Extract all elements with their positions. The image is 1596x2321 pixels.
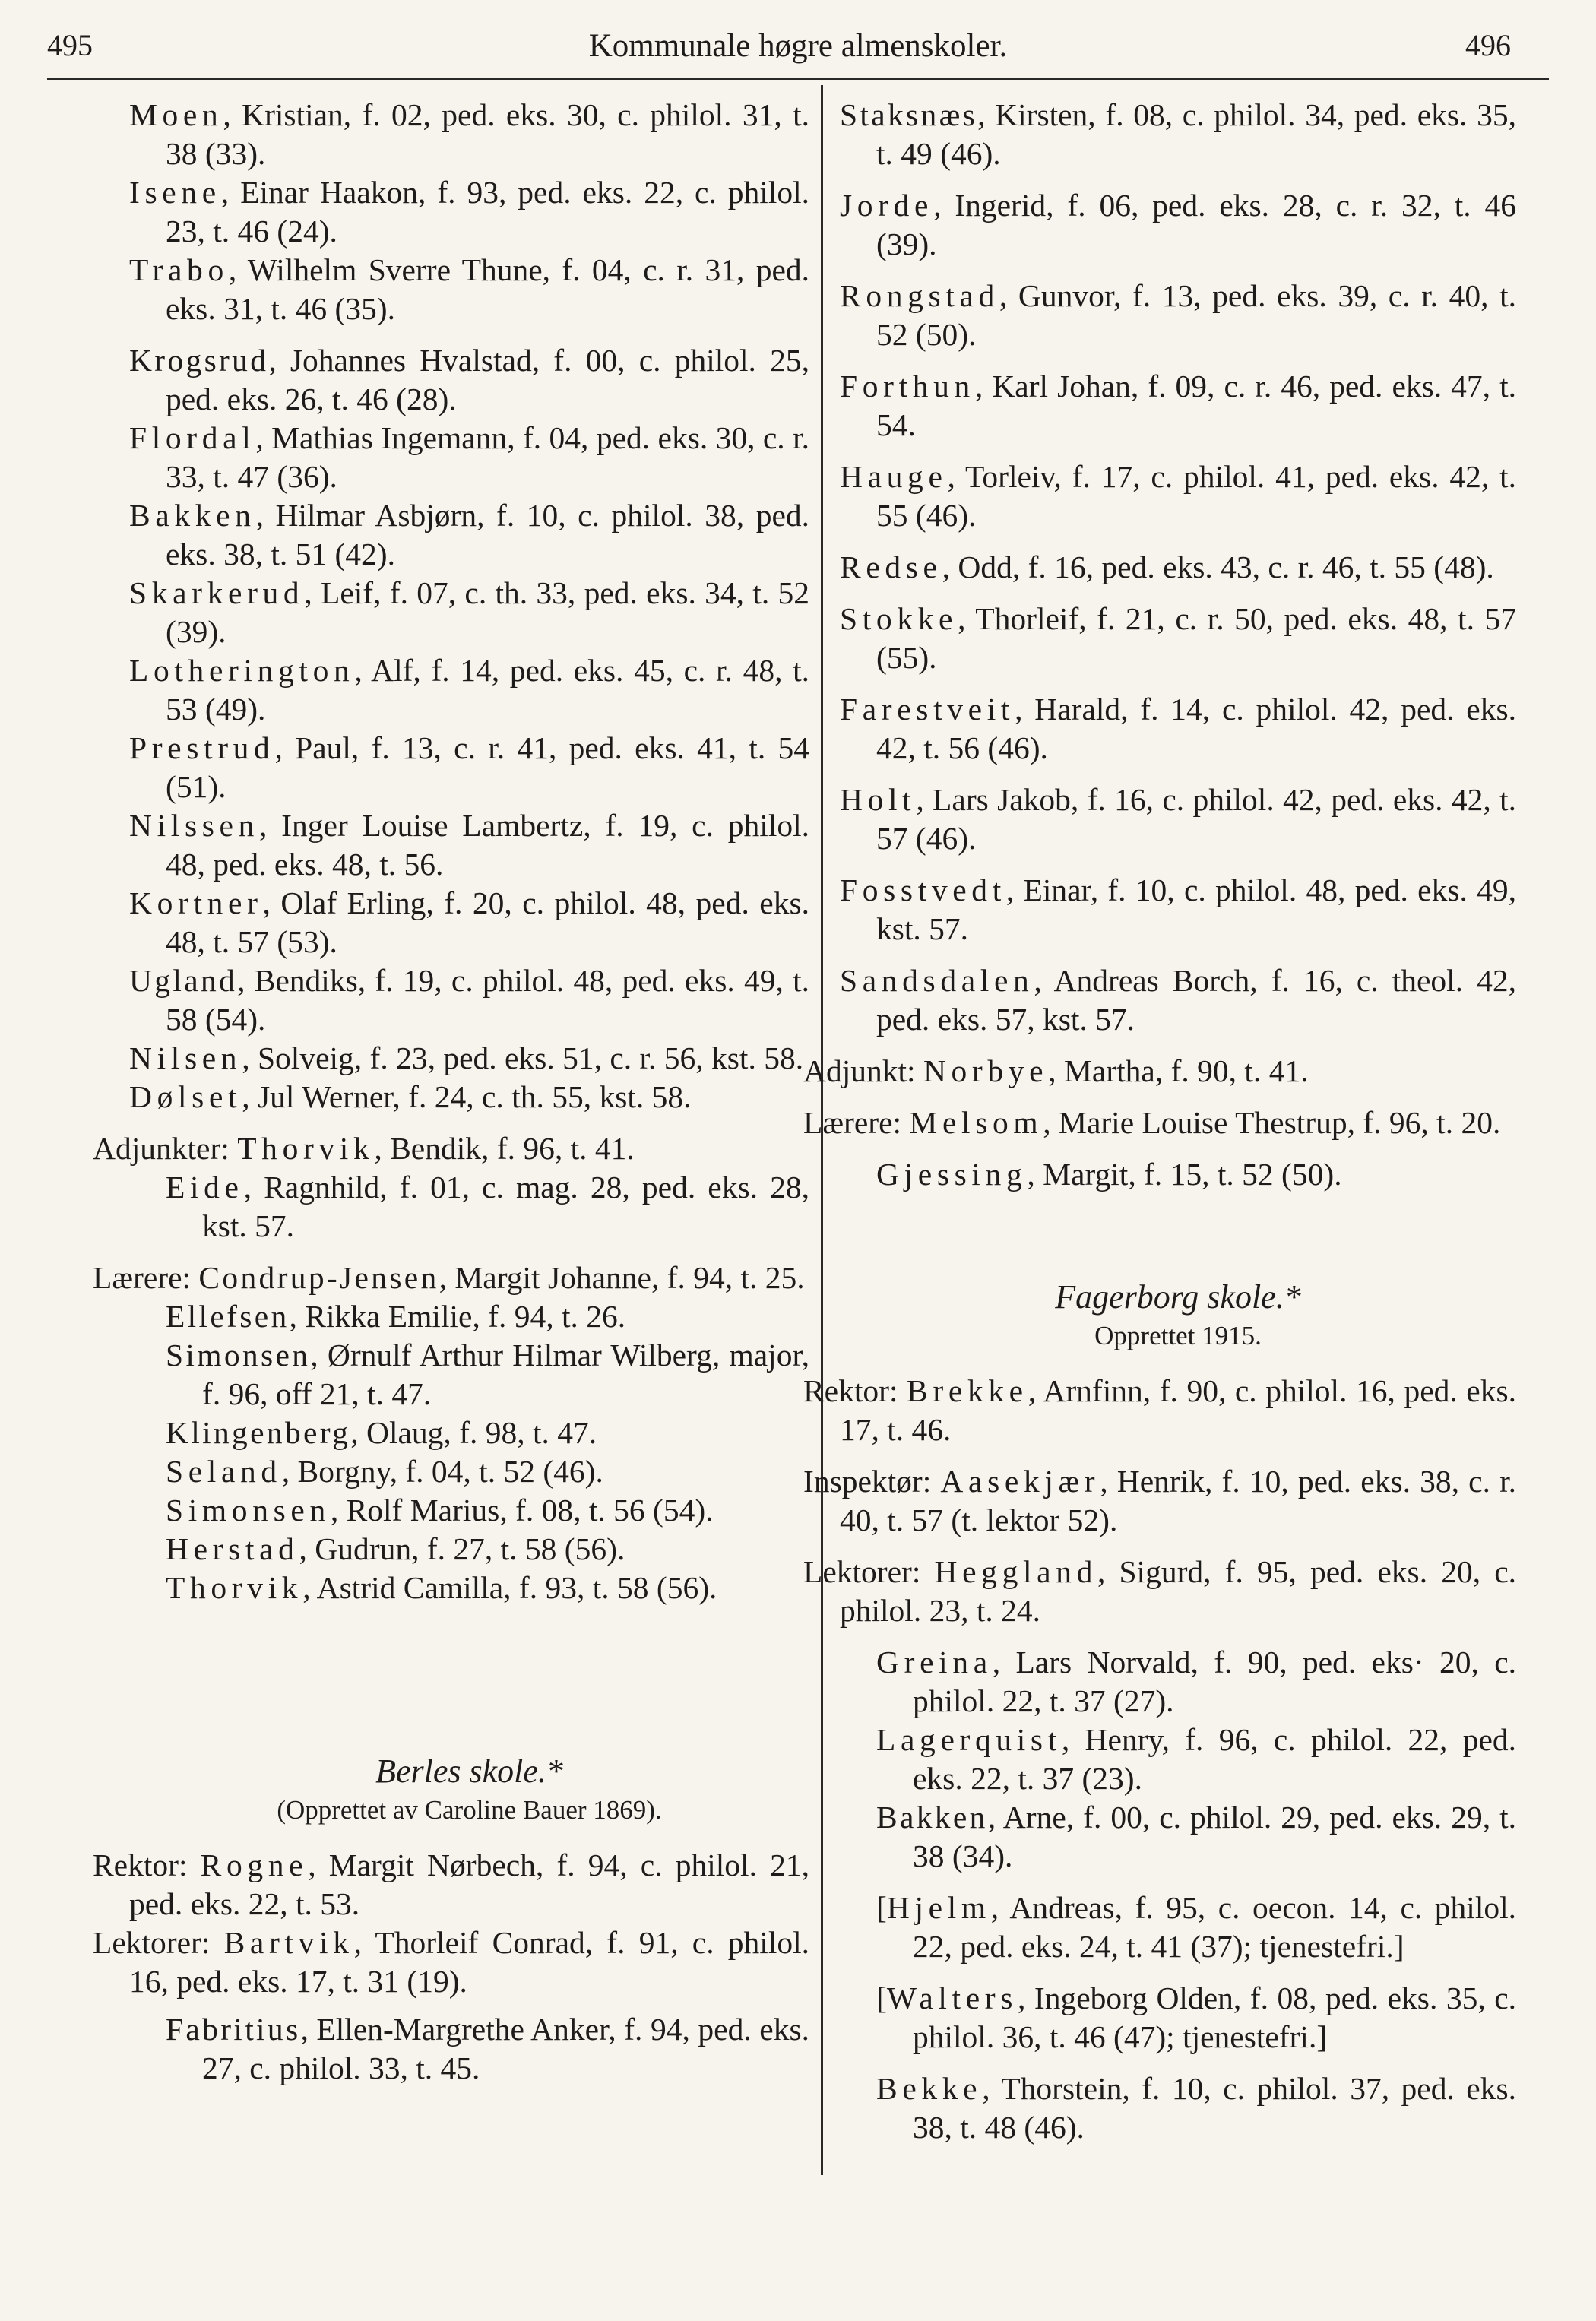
list-item: [129, 651, 809, 729]
list-item: [166, 1569, 809, 1607]
entry-details: , Astrid Camilla, f. 93, t. 58 (56).: [302, 1570, 717, 1605]
running-title: Kommunale høgre almenskoler.: [588, 28, 1008, 64]
entry-surname: Bakken: [876, 1800, 988, 1835]
list-item: [129, 884, 809, 961]
entry-surname: Heggland: [934, 1554, 1097, 1589]
entry-details: , Thorleif Conrad, f. 91, c. philol. 16, ped. eks. 17, t. 31 (19).: [129, 1925, 809, 1999]
role-label: Lektorer:: [803, 1554, 935, 1589]
entry-surname: Redse: [840, 549, 942, 584]
entry-surname: Herstad: [166, 1531, 299, 1566]
list-item: [129, 806, 809, 884]
list-item: [129, 496, 809, 574]
list-item: [129, 341, 809, 419]
list-item: [129, 173, 809, 251]
entry-surname: Hjelm: [886, 1890, 991, 1925]
list-item: [840, 690, 1516, 768]
entry-surname: Kortner: [129, 885, 263, 920]
list-item: [129, 729, 809, 806]
list-item: [803, 1104, 1516, 1142]
entry-surname: Rongstad: [840, 278, 999, 313]
entry-details: , Andreas, f. 95, c. oecon. 14, c. philol. 22, ped. eks. 24, t. 41 (37); tjenestefri.]: [913, 1890, 1516, 1964]
entry-details: , Ørnulf Arthur Hilmar Wilberg, major, f. 96, off 21, t. 47.: [202, 1338, 809, 1411]
entry-surname: Simonsen: [166, 1493, 331, 1528]
list-item: [876, 1155, 1516, 1194]
entry-details: , Karl Johan, f. 09, c. r. 46, ped. eks. 47, t. 54.: [876, 369, 1516, 442]
entry-details: , Bendiks, f. 19, c. philol. 48, ped. eks. 49, t. 58 (54).: [166, 963, 809, 1037]
entry-details: , Leif, f. 07, c. th. 33, ped. eks. 34, t. 52 (39).: [166, 575, 809, 649]
entry-details: , Hilmar Asbjørn, f. 10, c. philol. 38, ped. eks. 38, t. 51 (42).: [166, 498, 809, 572]
entry-surname: Stokke: [840, 601, 958, 636]
role-label: Adjunkt:: [803, 1053, 923, 1088]
entry-surname: Bekke: [876, 2071, 983, 2106]
entry-surname: Condrup-Jensen: [198, 1260, 439, 1295]
entry-details: , Rikka Emilie, f. 94, t. 26.: [289, 1299, 626, 1334]
list-item: [876, 1643, 1516, 1721]
list-item: [166, 1297, 809, 1336]
section-title-fagerborg: Fagerborg skole.*: [1055, 1278, 1301, 1316]
entry-surname: Walters: [886, 1981, 1018, 2015]
list-item: [876, 1979, 1516, 2057]
entry-bracket: [: [876, 1981, 887, 2015]
list-item: [166, 1168, 809, 1246]
right-page-number: 496: [1465, 28, 1511, 62]
list-item: [840, 186, 1516, 264]
entry-surname: Bartvik: [223, 1925, 354, 1960]
entry-surname: Skarkerud: [129, 575, 305, 610]
entry-details: , Henrik, f. 10, ped. eks. 38, c. r. 40, t. 57 (t. lektor 52).: [840, 1464, 1516, 1537]
entry-surname: Hauge: [840, 459, 948, 494]
list-item: [803, 1462, 1516, 1540]
list-item: [166, 1491, 809, 1530]
entry-surname: Aasekjær: [940, 1464, 1100, 1499]
entry-surname: Sandsdalen: [840, 963, 1034, 998]
entry-details: , Wilhelm Sverre Thune, f. 04, c. r. 31, ped. eks. 31, t. 46 (35).: [166, 252, 809, 326]
entry-surname: Farestveit: [840, 692, 1015, 727]
entry-surname: Krogsrud: [129, 343, 269, 378]
list-item: [876, 1798, 1516, 1876]
entry-surname: Isene: [129, 175, 221, 210]
list-item: [840, 277, 1516, 354]
entry-details: , Bendik, f. 96, t. 41.: [374, 1131, 635, 1166]
entry-surname: Ellefsen: [166, 1299, 290, 1334]
entry-details: , Paul, f. 13, c. r. 41, ped. eks. 41, t. 54 (51).: [166, 730, 809, 804]
entry-details: , Mathias Ingemann, f. 04, ped. eks. 30, c. r. 33, t. 47 (36).: [166, 420, 809, 494]
list-item: [93, 1129, 809, 1168]
role-label: Rektor:: [803, 1373, 907, 1408]
list-item: [840, 871, 1516, 948]
entry-bracket: [: [876, 1890, 887, 1925]
entry-details: , Johannes Hvalstad, f. 00, c. philol. 25, ped. eks. 26, t. 46 (28).: [166, 343, 809, 416]
entry-surname: Prestrud: [129, 730, 275, 765]
section-note-berles: (Opprettet av Caroline Bauer 1869).: [277, 1795, 662, 1825]
entry-surname: Brekke: [907, 1373, 1028, 1408]
entry-surname: Rogne: [200, 1848, 309, 1882]
entry-surname: Thorvik: [237, 1131, 375, 1166]
list-item: [166, 1336, 809, 1414]
entry-surname: Flordal: [129, 420, 256, 455]
entry-details: , Arnfinn, f. 90, c. philol. 16, ped. eks. 17, t. 46.: [840, 1373, 1517, 1447]
list-item: [840, 367, 1516, 445]
entry-details: , Margit Nørbech, f. 94, c. philol. 21, ped. eks. 22, t. 53.: [129, 1848, 809, 1921]
role-label: Lærere:: [93, 1260, 199, 1295]
entry-surname: Simonsen: [166, 1338, 311, 1373]
entry-surname: Lotherington: [129, 653, 355, 688]
entry-details: , Martha, f. 90, t. 41.: [1048, 1053, 1309, 1088]
entry-details: , Ingerid, f. 06, ped. eks. 28, c. r. 32, t. 46 (39).: [876, 188, 1516, 261]
right-column: [803, 96, 1517, 2147]
entry-surname: Klingenberg: [166, 1415, 351, 1450]
entry-details: , Inger Louise Lambertz, f. 19, c. philol. 48, ped. eks. 48, t. 56.: [166, 808, 809, 882]
list-item: [876, 1721, 1516, 1798]
entry-surname: Dølset: [129, 1079, 242, 1114]
list-item: [840, 600, 1516, 677]
entry-details: , Marie Louise Thestrup, f. 96, t. 20.: [1043, 1105, 1501, 1140]
entry-details: , Odd, f. 16, ped. eks. 43, c. r. 46, t. 55 (48).: [942, 549, 1494, 584]
role-label: Adjunkter:: [93, 1131, 238, 1166]
entry-details: , Margit Johanne, f. 94, t. 25.: [439, 1260, 805, 1295]
entry-details: , Rolf Marius, f. 08, t. 56 (54).: [330, 1493, 714, 1528]
entry-details: , Jul Werner, f. 24, c. th. 55, kst. 58.: [242, 1079, 692, 1114]
list-item: [93, 1924, 809, 2001]
entry-surname: Lagerquist: [876, 1722, 1062, 1757]
entry-surname: Jorde: [840, 188, 934, 223]
list-item: [129, 1078, 809, 1116]
role-label: Lektorer:: [93, 1925, 224, 1960]
list-item: [840, 781, 1516, 858]
list-item: [876, 1889, 1516, 1966]
entry-details: , Kirsten, f. 08, c. philol. 34, ped. eks. 35, t. 49 (46).: [876, 97, 1516, 171]
header-rule: [47, 78, 1549, 80]
entry-surname: Thorvik: [166, 1570, 303, 1605]
list-item: [129, 96, 809, 173]
list-item: [803, 1553, 1516, 1630]
entry-details: , Andreas Borch, f. 16, c. theol. 42, ped. eks. 57, kst. 57.: [876, 963, 1516, 1037]
list-item: [166, 1530, 809, 1569]
section-spacer: [129, 1607, 809, 1750]
list-item: [803, 1372, 1516, 1449]
page-header: [0, 27, 1596, 73]
role-label: Rektor:: [93, 1848, 201, 1882]
list-item: [129, 574, 809, 651]
entry-details: , Henry, f. 96, c. philol. 22, ped. eks. 22, t. 37 (23).: [913, 1722, 1516, 1796]
entry-surname: Melsom: [909, 1105, 1043, 1140]
list-item: [876, 2069, 1516, 2147]
entry-details: , Harald, f. 14, c. philol. 42, ped. eks. 42, t. 56 (46).: [876, 692, 1516, 765]
entry-details: , Gudrun, f. 27, t. 58 (56).: [299, 1531, 625, 1566]
list-item: [166, 1452, 809, 1491]
list-item: [840, 548, 1516, 587]
entry-details: , Einar, f. 10, c. philol. 48, ped. eks. 49, kst. 57.: [876, 872, 1516, 946]
entry-details: , Lars Jakob, f. 16, c. philol. 42, ped. eks. 42, t. 57 (46).: [876, 782, 1516, 856]
entry-surname: Holt: [840, 782, 917, 817]
list-item: [166, 1414, 809, 1452]
entry-surname: Eide: [166, 1170, 244, 1205]
list-item: [803, 1052, 1516, 1091]
entry-surname: Seland: [166, 1454, 282, 1489]
entry-surname: Forthun: [840, 369, 975, 404]
entry-surname: Trabo: [129, 252, 229, 287]
entry-surname: Gjessing: [876, 1157, 1028, 1192]
entry-details: , Gunvor, f. 13, ped. eks. 39, c. r. 40, t. 52 (50).: [876, 278, 1516, 352]
entry-surname: Fosstvedt: [840, 872, 1006, 907]
list-item: [840, 458, 1516, 535]
entry-surname: Nilsen: [129, 1040, 242, 1075]
entry-details: , Torleiv, f. 17, c. philol. 41, ped. eks. 42, t. 55 (46).: [876, 459, 1516, 533]
list-item: [166, 2010, 809, 2088]
entry-details: , Solveig, f. 23, ped. eks. 51, c. r. 56, kst. 58.: [242, 1040, 804, 1075]
entry-details: , Sigurd, f. 95, ped. eks. 20, c. philol. 23, t. 24.: [840, 1554, 1516, 1628]
entry-details: , Alf, f. 14, ped. eks. 45, c. r. 48, t. 53 (49).: [166, 653, 809, 727]
entry-details: , Einar Haakon, f. 93, ped. eks. 22, c. philol. 23, t. 46 (24).: [166, 175, 809, 249]
list-item: [840, 96, 1516, 173]
list-item: [840, 961, 1516, 1039]
list-item: [93, 1846, 809, 1924]
entry-details: , Margit, f. 15, t. 52 (50).: [1027, 1157, 1342, 1192]
entry-surname: Fabritius: [166, 2012, 301, 2047]
entry-details: , Olaf Erling, f. 20, c. philol. 48, ped. eks. 48, t. 57 (53).: [166, 885, 809, 959]
left-page-number: 495: [47, 28, 93, 62]
entry-details: , Ingeborg Olden, f. 08, ped. eks. 35, c. philol. 36, t. 46 (47); tjenestefri.]: [913, 1981, 1516, 2054]
entry-details: , Thorstein, f. 10, c. philol. 37, ped. eks. 38, t. 48 (46).: [913, 2071, 1516, 2145]
entry-surname: Ugland: [129, 963, 238, 998]
entry-surname: Greina: [876, 1645, 993, 1680]
entry-surname: Nilssen: [129, 808, 259, 843]
entry-details: , Ragnhild, f. 01, c. mag. 28, ped. eks. 28, kst. 57.: [202, 1170, 809, 1243]
entry-surname: Bakken: [129, 498, 256, 533]
entry-details: , Thorleif, f. 21, c. r. 50, ped. eks. 48, t. 57 (55).: [876, 601, 1516, 675]
section-title-berles: Berles skole.*: [375, 1753, 563, 1790]
list-item: [93, 1259, 809, 1297]
list-item: [129, 419, 809, 496]
section-note-fagerborg: Opprettet 1915.: [1094, 1321, 1262, 1350]
list-item: [129, 1039, 809, 1078]
entry-details: , Borgny, f. 04, t. 52 (46).: [281, 1454, 603, 1489]
role-label: Lærere:: [803, 1105, 910, 1140]
entry-details: , Lars Norvald, f. 90, ped. eks· 20, c. philol. 22, t. 37 (27).: [913, 1645, 1516, 1718]
entry-details: , Ellen-Margrethe Anker, f. 94, ped. eks. 27, c. philol. 33, t. 45.: [202, 2012, 809, 2085]
entry-details: , Arne, f. 00, c. philol. 29, ped. eks. 29, t. 38 (34).: [913, 1800, 1516, 1873]
section-spacer: [840, 1194, 1516, 1276]
left-column: [93, 96, 809, 2088]
entry-details: , Kristian, f. 02, ped. eks. 30, c. philol. 31, t. 38 (33).: [166, 97, 809, 171]
role-label: Inspektør:: [803, 1464, 941, 1499]
entry-surname: Staksnæs: [840, 97, 978, 132]
entry-surname: Moen: [129, 97, 223, 132]
list-item: [129, 961, 809, 1039]
entry-details: , Olaug, f. 98, t. 47.: [350, 1415, 597, 1450]
list-item: [129, 251, 809, 328]
entry-surname: Norbye: [923, 1053, 1049, 1088]
